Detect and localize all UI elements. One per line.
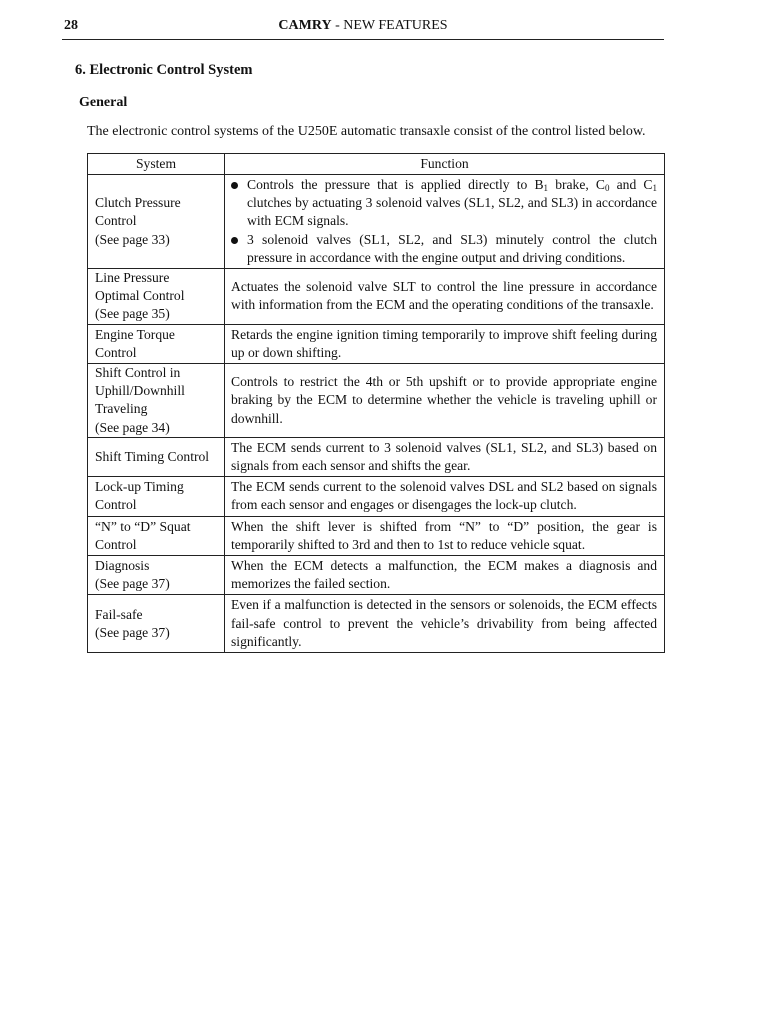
control-systems-table (87, 153, 665, 653)
section-heading: 6. Electronic Control System (75, 62, 253, 78)
system-line: Optimal Control (95, 288, 185, 304)
system-line: Control (95, 344, 137, 360)
system-line: Shift Timing Control (95, 448, 210, 464)
running-title (62, 18, 664, 34)
system-line: Uphill/Downhill (95, 383, 185, 399)
function-column-header: Function (225, 154, 665, 175)
system-line: Control (95, 536, 137, 552)
system-cell (88, 324, 225, 363)
subscript: 1 (543, 183, 549, 193)
table-row-line-pressure-optimal-control (88, 269, 665, 325)
function-cell (225, 595, 665, 653)
function-bullet (231, 231, 657, 267)
system-line: Engine Torque (95, 326, 175, 342)
running-title-model: CAMRY (278, 18, 332, 33)
table-row-shift-control-uphill-downhill (88, 364, 665, 438)
function-cell (225, 437, 665, 476)
page-number: 28 (64, 18, 78, 33)
subscript: 0 (605, 183, 610, 193)
table-row-engine-torque-control (88, 324, 665, 363)
function-cell (225, 175, 665, 269)
running-header (62, 14, 664, 40)
table-row-clutch-pressure-control (88, 175, 665, 269)
function-cell (225, 269, 665, 325)
table-row-n-to-d-squat-control (88, 516, 665, 555)
function-text: Controls to restrict the 4th or 5th upshift or to provide appropriate engine braking by the ECM to determine whether the vehicle is traveling uphill or downhill. (231, 374, 657, 426)
system-line: (See page 37) (95, 576, 170, 592)
bullet-text-part: clutches by actuating 3 solenoid valves (SL1, SL2, and SL3) in accordance with ECM signals. (247, 195, 657, 229)
system-line: Clutch Pressure (95, 195, 181, 211)
system-line: (See page 37) (95, 624, 170, 640)
running-title-rest: - NEW FEATURES (331, 18, 448, 33)
system-cell (88, 364, 225, 438)
bullet-text-part: and C (609, 177, 653, 192)
system-line: Shift Control in (95, 365, 181, 381)
system-cell (88, 556, 225, 595)
table-row-fail-safe (88, 595, 665, 653)
system-cell (88, 269, 225, 325)
system-cell (88, 437, 225, 476)
function-text: Even if a malfunction is detected in the sensors or solenoids, the ECM effects fail-safe control to prevent the vehicle’s drivability from being affected significantly. (231, 597, 657, 649)
function-cell (225, 364, 665, 438)
system-line: Traveling (95, 401, 148, 417)
function-cell (225, 516, 665, 555)
function-text: Actuates the solenoid valve SLT to control the line pressure in accordance with information from the ECM and the operating conditions of the transaxle. (231, 279, 657, 313)
function-text: The ECM sends current to the solenoid valves DSL and SL2 based on signals from each sensor and engages or disengages the lock-up clutch. (231, 479, 657, 513)
bullet-icon (231, 237, 238, 244)
system-line: Line Pressure (95, 270, 170, 286)
system-line: Fail-safe (95, 606, 143, 622)
bullet-text-part: Controls the pressure that is applied directly to B (247, 177, 544, 192)
system-cell (88, 595, 225, 653)
bullet-text: 3 solenoid valves (SL1, SL2, and SL3) minutely control the clutch pressure in accordance with the engine output and driving conditions. (247, 231, 657, 265)
function-cell (225, 477, 665, 516)
function-bullet-list (231, 176, 657, 267)
function-text: Retards the engine ignition timing temporarily to improve shift feeling during up or down shifting. (231, 326, 657, 360)
intro-paragraph: The electronic control systems of the U250E automatic transaxle consist of the control listed below. (87, 124, 646, 139)
bullet-icon (231, 182, 238, 189)
function-cell (225, 556, 665, 595)
system-cell (88, 175, 225, 269)
system-line: (See page 33) (95, 231, 170, 247)
system-line: “N” to “D” Squat (95, 518, 191, 534)
system-line: Control (95, 497, 137, 513)
subscript: 1 (652, 183, 657, 193)
bullet-text-part: brake, C (548, 177, 605, 192)
table-header-row (88, 154, 665, 175)
function-text: The ECM sends current to 3 solenoid valves (SL1, SL2, and SL3) based on signals from each sensor and shifts the gear. (231, 439, 657, 474)
function-text: When the shift lever is shifted from “N” to “D” position, the gear is temporarily shifted to 3rd and then to 1st to reduce vehicle squat. (231, 518, 657, 552)
system-line: Control (95, 213, 137, 229)
system-line: (See page 34) (95, 419, 170, 435)
function-text: When the ECM detects a malfunction, the ECM makes a diagnosis and memorizes the failed section. (231, 558, 657, 592)
function-cell (225, 324, 665, 363)
function-bullet (231, 176, 657, 231)
system-cell (88, 477, 225, 516)
system-line: Diagnosis (95, 558, 150, 574)
system-column-header: System (88, 154, 225, 175)
table-row-diagnosis (88, 556, 665, 595)
table-row-lock-up-timing-control (88, 477, 665, 516)
table-row-shift-timing-control (88, 437, 665, 476)
sub-heading: General (79, 95, 128, 110)
system-line: (See page 35) (95, 306, 170, 322)
system-line: Lock-up Timing (95, 479, 184, 495)
system-cell (88, 516, 225, 555)
